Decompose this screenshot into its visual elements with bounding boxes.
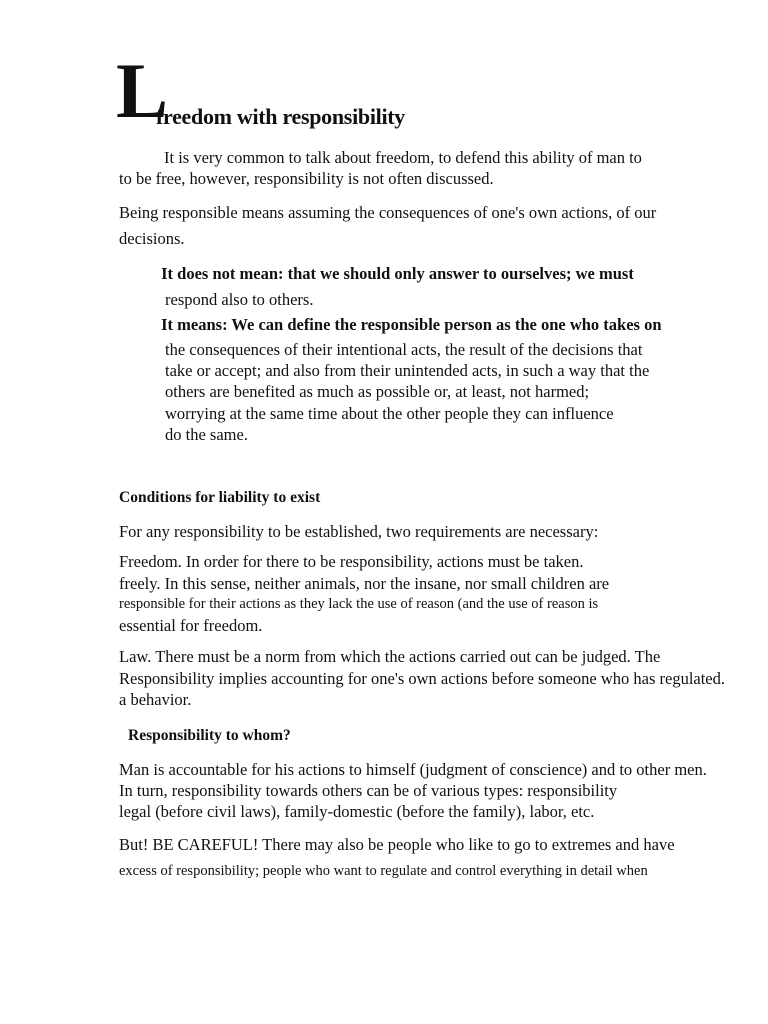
bullet-2-title: It means: We can define the responsible person as the one who takes on (161, 315, 662, 334)
law-line-1: Law. There must be a norm from which the actions carried out can be judged. The (119, 647, 661, 666)
freedom-line-4: essential for freedom. (119, 616, 263, 635)
page-title: freedom with responsibility (156, 104, 405, 129)
bullet-2-line-3: others are benefited as much as possible or, at least, not harmed; (165, 382, 590, 401)
conditions-intro: For any responsibility to be established, two requirements are necessary: (119, 522, 599, 541)
intro-line-1: It is very common to talk about freedom, to defend this ability of man to (164, 148, 642, 167)
drop-cap-letter: L (116, 47, 169, 134)
conditions-heading: Conditions for liability to exist (119, 489, 321, 506)
to-whom-line-1: Man is accountable for his actions to himself (judgment of conscience) and to other men. (119, 760, 707, 779)
to-whom-line-2: In turn, responsibility towards others can be of various types: responsibility (119, 781, 618, 800)
bullet-1-line-1: respond also to others. (165, 290, 314, 309)
freedom-line-3: responsible for their actions as they lack the use of reason (and the use of reason is (119, 596, 599, 612)
freedom-line-1: Freedom. In order for there to be responsibility, actions must be taken. (119, 552, 584, 571)
definition-line-2: decisions. (119, 229, 185, 248)
intro-line-2: to be free, however, responsibility is not often discussed. (119, 169, 494, 188)
to-whom-heading: Responsibility to whom? (128, 727, 291, 744)
definition-line-1: Being responsible means assuming the consequences of one's own actions, of our (119, 203, 657, 222)
bullet-1 (145, 263, 634, 284)
law-line-2: Responsibility implies accounting for one's own actions before someone who has regulated. (119, 669, 726, 688)
careful-line-1: But! BE CAREFUL! There may also be people who like to go to extremes and have (119, 835, 675, 854)
bullet-2-line-2: take or accept; and also from their unintended acts, in such a way that the (165, 361, 650, 380)
bullet-2-line-4: worrying at the same time about the other people they can influence (165, 404, 614, 423)
bullet-2-line-1: the consequences of their intentional acts, the result of the decisions that (165, 340, 643, 359)
freedom-line-2: freely. In this sense, neither animals, nor the insane, nor small children are (119, 574, 610, 593)
careful-line-2: excess of responsibility; people who want to regulate and control everything in detail when (119, 863, 648, 879)
law-line-3: a behavior. (119, 690, 192, 709)
bullet-2-line-5: do the same. (165, 425, 248, 444)
bullet-1-title: It does not mean: that we should only answer to ourselves; we must (161, 264, 634, 283)
to-whom-line-3: legal (before civil laws), family-domestic (before the family), labor, etc. (119, 802, 595, 821)
bullet-2 (145, 314, 662, 335)
